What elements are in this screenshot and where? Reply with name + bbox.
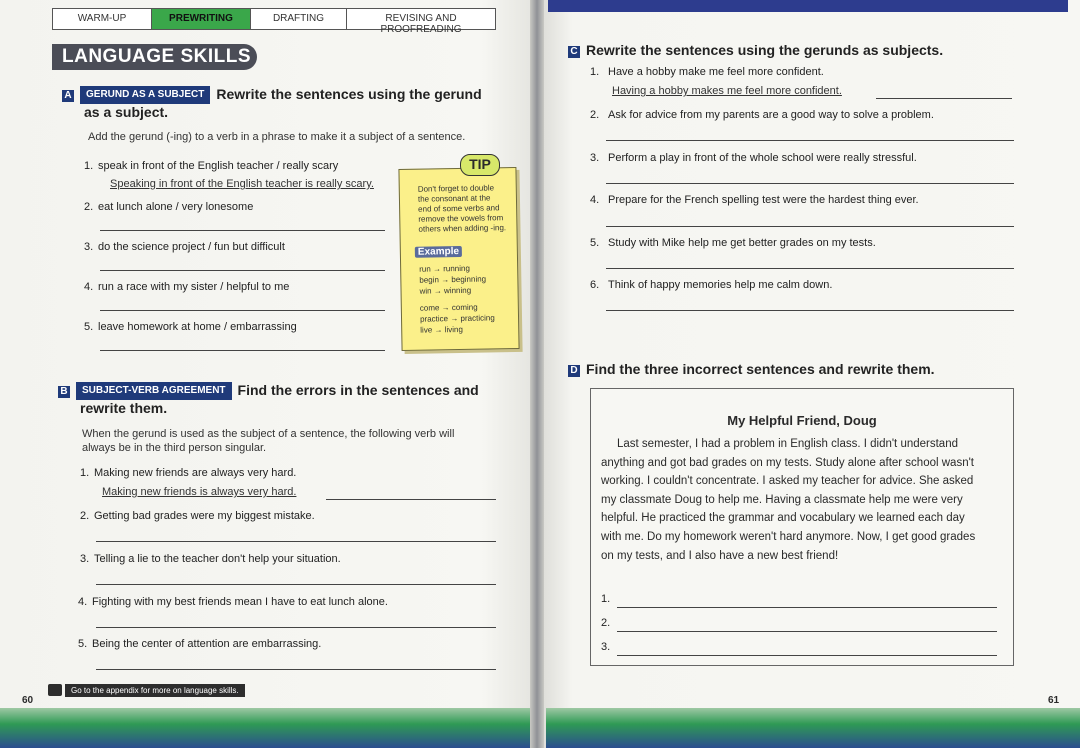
c-item-3: 3. Perform a play in front of the whole school were really stressful. xyxy=(590,152,917,164)
c-answer-5[interactable] xyxy=(606,254,1014,269)
d-answer-1[interactable] xyxy=(617,593,997,608)
b-item-1: 1. Making new friends are always very hard. xyxy=(80,467,297,479)
d-answer-num-3: 3. xyxy=(601,641,611,653)
a-item-4: 4. run a race with my sister / helpful to me xyxy=(84,281,290,293)
d-answer-num-1: 1. xyxy=(601,593,611,605)
tab-drafting[interactable]: DRAFTING xyxy=(251,9,347,29)
b-answer-4[interactable] xyxy=(96,613,496,628)
c-item-1: 1. Have a hobby make me feel more confident. xyxy=(590,66,824,78)
section-d-letter: D xyxy=(568,365,580,377)
section-a-tag: GERUND AS A SUBJECT xyxy=(80,86,210,104)
tab-warm-up[interactable]: WARM-UP xyxy=(53,9,152,29)
tip-line-5: others when adding -ing. xyxy=(418,223,507,234)
tip-line-4: remove the vowels from xyxy=(418,213,504,224)
section-b-instruction xyxy=(82,427,512,455)
a-item-2: 2. eat lunch alone / very lonesome xyxy=(84,201,254,213)
tip-box xyxy=(398,167,519,351)
story-title: My Helpful Friend, Doug xyxy=(727,413,877,428)
appendix-note-text: Go to the appendix for more on language skills. xyxy=(65,684,245,697)
c-item-6: 6. Think of happy memories help me calm down. xyxy=(590,279,833,291)
c-answer-1-line xyxy=(876,84,1012,99)
a-item-3: 3. do the science project / fun but difficult xyxy=(84,241,285,253)
story-body xyxy=(601,435,1005,565)
section-b-letter: B xyxy=(58,386,70,398)
a-answer-1[interactable]: Speaking in front of the English teacher is really scary. xyxy=(110,178,374,190)
b-answer-2[interactable] xyxy=(96,527,496,542)
tip-line-1: Don't forget to double xyxy=(417,183,495,194)
b-answer-5[interactable] xyxy=(96,655,496,670)
c-answer-1[interactable]: Having a hobby makes me feel more confident. xyxy=(612,85,842,97)
section-c-title xyxy=(568,42,1048,58)
story-line-2: anything and got bad grades on my tests. Study alone after school wasn't xyxy=(601,456,974,469)
b-answer-3[interactable] xyxy=(96,570,496,585)
page-number-left: 60 xyxy=(22,695,34,706)
tab-revising[interactable]: REVISING AND PROOFREADING xyxy=(380,13,462,35)
tab-prewriting[interactable]: PREWRITING xyxy=(152,9,251,29)
a-answer-3[interactable] xyxy=(100,256,385,271)
language-skills-header: LANGUAGE SKILLS xyxy=(52,44,257,70)
example-badge: Example xyxy=(415,246,462,258)
tip-example-3: win → winning xyxy=(419,285,472,296)
c-item-2: 2. Ask for advice from my parents are a good way to solve a problem. xyxy=(590,109,934,121)
c-answer-4[interactable] xyxy=(606,212,1014,227)
story-line-5: helpful. He practiced the grammar and vocabulary we learned each day xyxy=(601,512,965,525)
tip-line-3: end of some verbs and xyxy=(418,203,500,214)
tip-example-4: come → coming xyxy=(419,302,478,313)
d-answer-2[interactable] xyxy=(617,617,997,632)
b-answer-1-line xyxy=(326,485,496,500)
section-b-title-line2: rewrite them. xyxy=(80,400,168,416)
story-line-6: with me. Do my homework weren't hard anymore. Now, I get good grades xyxy=(601,530,976,543)
b-answer-1[interactable]: Making new friends is always very hard. xyxy=(102,486,297,498)
c-item-5: 5. Study with Mike help me get better grades on my tests. xyxy=(590,237,876,249)
section-a-letter: A xyxy=(62,90,74,102)
b-item-3: 3. Telling a lie to the teacher don't help your situation. xyxy=(80,553,341,565)
c-item-4: 4. Prepare for the French spelling test were the hardest thing ever. xyxy=(590,194,919,206)
a-answer-5[interactable] xyxy=(100,336,385,351)
section-c-title-text: Rewrite the sentences using the gerunds as subjects. xyxy=(586,42,944,58)
section-b-tag: SUBJECT-VERB AGREEMENT xyxy=(76,382,232,400)
d-answer-3[interactable] xyxy=(617,641,997,656)
section-a-title-line2: as a subject. xyxy=(84,104,169,120)
a-answer-4[interactable] xyxy=(100,296,385,311)
c-answer-3[interactable] xyxy=(606,169,1014,184)
story-box xyxy=(590,388,1014,666)
section-d-title xyxy=(568,361,1048,377)
tip-example-1: run → running xyxy=(419,263,470,274)
section-a-instruction: Add the gerund (-ing) to a verb in a phrase to make it a subject of a sentence. xyxy=(88,131,466,143)
section-a-title xyxy=(62,86,512,120)
section-c-letter: C xyxy=(568,46,580,58)
b-item-2: 2. Getting bad grades were my biggest mistake. xyxy=(80,510,315,522)
section-d-title-text: Find the three incorrect sentences and rewrite them. xyxy=(586,361,935,377)
section-a-title-line1: Rewrite the sentences using the gerund xyxy=(216,86,482,102)
a-item-5: 5. leave homework at home / embarrassing xyxy=(84,321,297,333)
tip-example-5: practice → practicing xyxy=(419,313,495,324)
c-answer-6[interactable] xyxy=(606,296,1014,311)
a-item-1: 1. speak in front of the English teacher / really scary xyxy=(84,160,339,172)
section-b-instruction-line1: When the gerund is used as the subject of a sentence, the following verb will xyxy=(82,428,455,440)
book-icon xyxy=(48,684,62,696)
section-b-title xyxy=(58,382,518,416)
b-item-5: 5. Being the center of attention are embarrassing. xyxy=(78,638,322,650)
story-line-1: Last semester, I had a problem in English class. I didn't understand xyxy=(617,438,958,450)
left-bottom-band xyxy=(0,708,530,748)
story-line-7: on my tests, and I also have a new best friend! xyxy=(601,549,839,562)
c-answer-2[interactable] xyxy=(606,126,1014,141)
a-answer-2[interactable] xyxy=(100,216,385,231)
b-item-4: 4. Fighting with my best friends mean I have to eat lunch alone. xyxy=(78,596,388,608)
section-b-instruction-line2: always be in the third person singular. xyxy=(82,442,267,454)
stage-tabs xyxy=(52,8,496,35)
right-top-bar xyxy=(548,0,1068,12)
story-line-4: my classmate Doug to help me. Having a classmate help me were very xyxy=(601,493,963,506)
right-bottom-band xyxy=(546,708,1080,748)
tip-example-6: live → living xyxy=(420,324,463,335)
d-answer-num-2: 2. xyxy=(601,617,611,629)
appendix-note[interactable] xyxy=(48,683,245,697)
tip-example-2: begin → beginning xyxy=(419,274,487,285)
tip-badge: TIP xyxy=(460,154,500,176)
story-line-3: working. I couldn't concentrate. I asked my teacher for advice. She asked xyxy=(601,475,974,488)
book-gutter xyxy=(530,0,544,748)
section-b-title-line1: Find the errors in the sentences and xyxy=(237,382,479,398)
page-number-right: 61 xyxy=(1048,695,1060,706)
tip-line-2: the consonant at the xyxy=(417,193,491,204)
